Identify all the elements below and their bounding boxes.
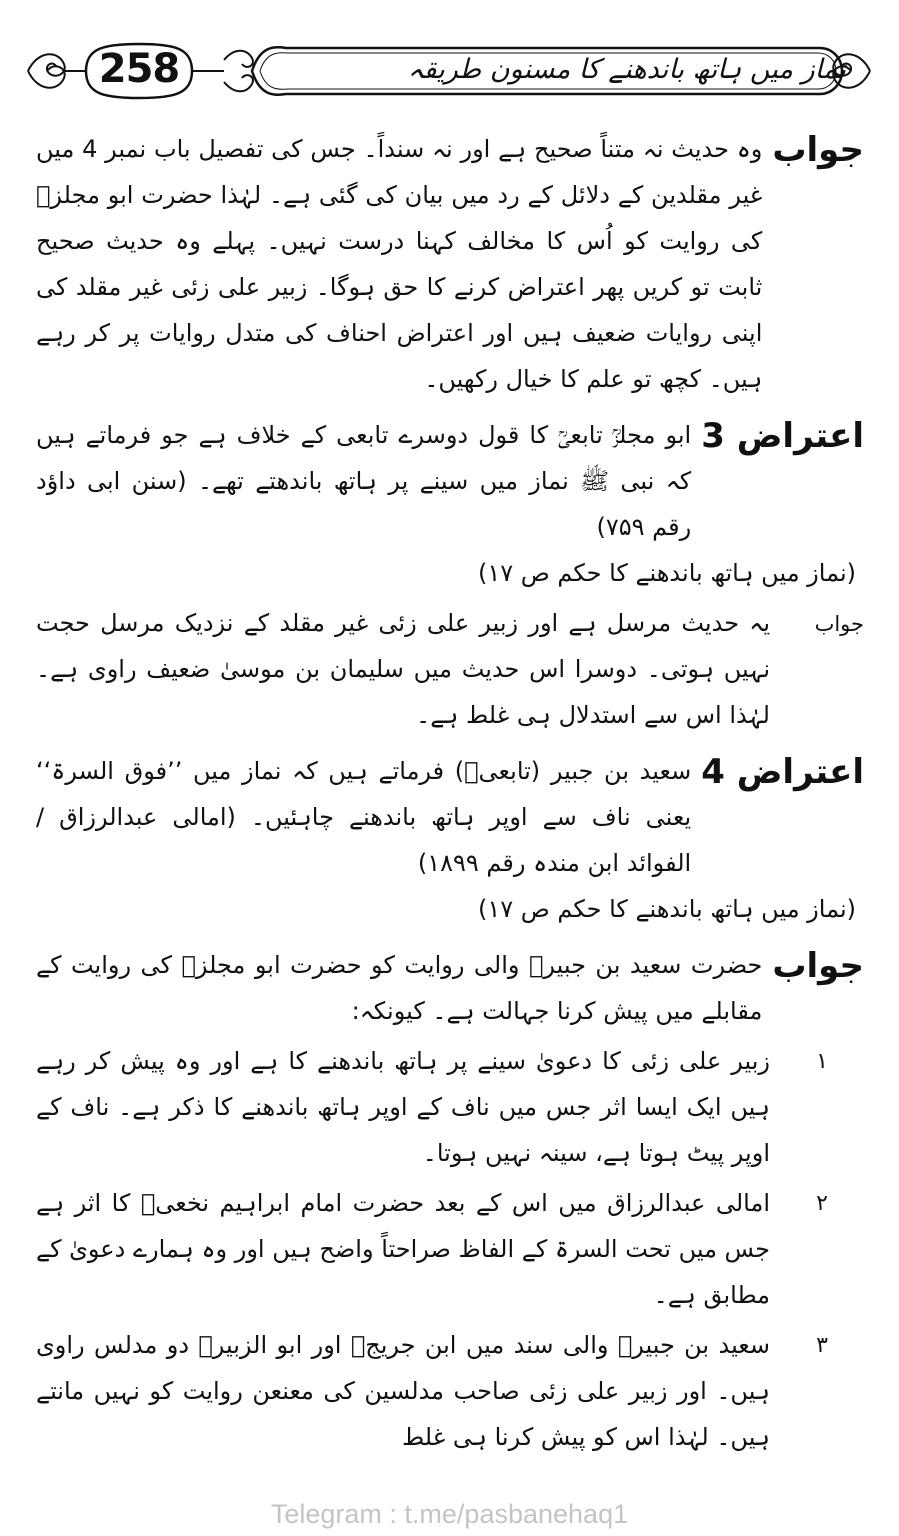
objection-4-block <box>36 744 864 886</box>
answer-block <box>36 596 864 738</box>
objection-3-text: ابو مجلزؒ تابعیؒ کا قول دوسرے تابعی کے خلاف ہے جو فرماتے ہیں کہ نبی ﷺ نماز میں سینے پر ہاتھ باندھتے تھے۔ (سنن ابی داؤد رقم ۷۵۹) <box>36 421 692 541</box>
list-item-number: ۱ <box>816 1049 828 1074</box>
page-header <box>24 40 874 102</box>
list-item-text: سعید بن جبیرؒ والی سند میں ابن جریجؒ اور ابو الزبیرؒ دو مدلس راوی ہیں۔ اور زبیر علی زئی صاحب مدلسین کی معنعن روایت کو نہیں مانتے ہیں۔ لہٰذا اس کو پیش کرنا ہی غلط <box>36 1331 770 1451</box>
objection-3-block <box>36 408 864 550</box>
list-item-number: ۳ <box>816 1333 828 1358</box>
objection-4-label: اعتراض 4 <box>701 752 864 792</box>
answer-label: جواب <box>772 946 864 986</box>
running-title: نماز میں ہاتھ باندھنے کا مسنون طریقہ <box>407 54 846 85</box>
answer-label: جواب <box>772 130 864 170</box>
list-item-number: ۲ <box>816 1191 828 1216</box>
answer-label: جواب <box>814 612 864 636</box>
list-item <box>36 1034 864 1176</box>
objection-4-text: سعید بن جبیر (تابعیؒ) فرماتے ہیں کہ نماز میں ’’فوق السرۃ‘‘ یعنی ناف سے اوپر ہاتھ باندھنے چاہئیں۔ (امالی عبدالرزاق / الفوائد ابن مندہ رقم ۱۸۹۹) <box>36 757 692 877</box>
objection-3-label: اعتراض 3 <box>701 416 864 456</box>
answer-block <box>36 122 864 402</box>
answer-block <box>36 938 864 1034</box>
objection-4-reference: (نماز میں ہاتھ باندھنے کا حکم ص ۱۷) <box>477 895 856 923</box>
answer-text: وہ حدیث نہ متناً صحیح ہے اور نہ سنداً۔ جس کی تفصیل باب نمبر 4 میں غیر مقلدین کے دلائل کے رد میں بیان کی گئی ہے۔ لہٰذا حضرت ابو مجلزؒ کی روایت کو اُس کا مخالف کہنا درست نہیں۔ پہلے وہ حدیث صحیح ثابت تو کریں پھر اعتراض کرنے کا حق ہوگا۔ زبیر علی زئی غیر مقلد کی اپنی روایات ضعیف ہیں اور اعتراض احناف کی متدل روایات پر کر رہے ہیں۔ کچھ تو علم کا خیال رکھیں۔ <box>36 135 763 393</box>
list-item-text: امالی عبدالرزاق میں اس کے بعد حضرت امام ابراہیم نخعیؒ کا اثر ہے جس میں تحت السرۃ کے الفاظ صراحتاً واضح ہیں اور وہ ہمارے دعویٰ کے مطابق ہے۔ <box>36 1189 770 1309</box>
page-body <box>36 122 864 1460</box>
answer-text: یہ حدیث مرسل ہے اور زبیر علی زئی غیر مقلد کے نزدیک مرسل حجت نہیں ہوتی۔ دوسرا اس حدیث میں سلیمان بن موسیٰ ضعیف راوی ہے۔ لہٰذا اس سے استدلال ہی غلط ہے۔ <box>36 609 770 729</box>
objection-3-reference: (نماز میں ہاتھ باندھنے کا حکم ص ۱۷) <box>477 559 856 587</box>
page-number: 258 <box>98 46 180 92</box>
answer-text: حضرت سعید بن جبیرؒ والی روایت کو حضرت ابو مجلزؒ کی روایت کے مقابلے میں پیش کرنا جہالت ہے۔ کیونکہ: <box>36 951 763 1025</box>
list-item <box>36 1318 864 1460</box>
telegram-watermark: Telegram : t.me/pasbanehaq1 <box>270 1499 629 1529</box>
list-item <box>36 1176 864 1318</box>
list-item-text: زبیر علی زئی کا دعویٰ سینے پر ہاتھ باندھنے کا ہے اور وہ پیش کر رہے ہیں ایک ایسا اثر جس میں ناف کے اوپر ہاتھ باندھنے کا ذکر ہے۔ ناف کے اوپر پیٹ ہوتا ہے، سینہ نہیں ہوتا۔ <box>36 1047 770 1167</box>
